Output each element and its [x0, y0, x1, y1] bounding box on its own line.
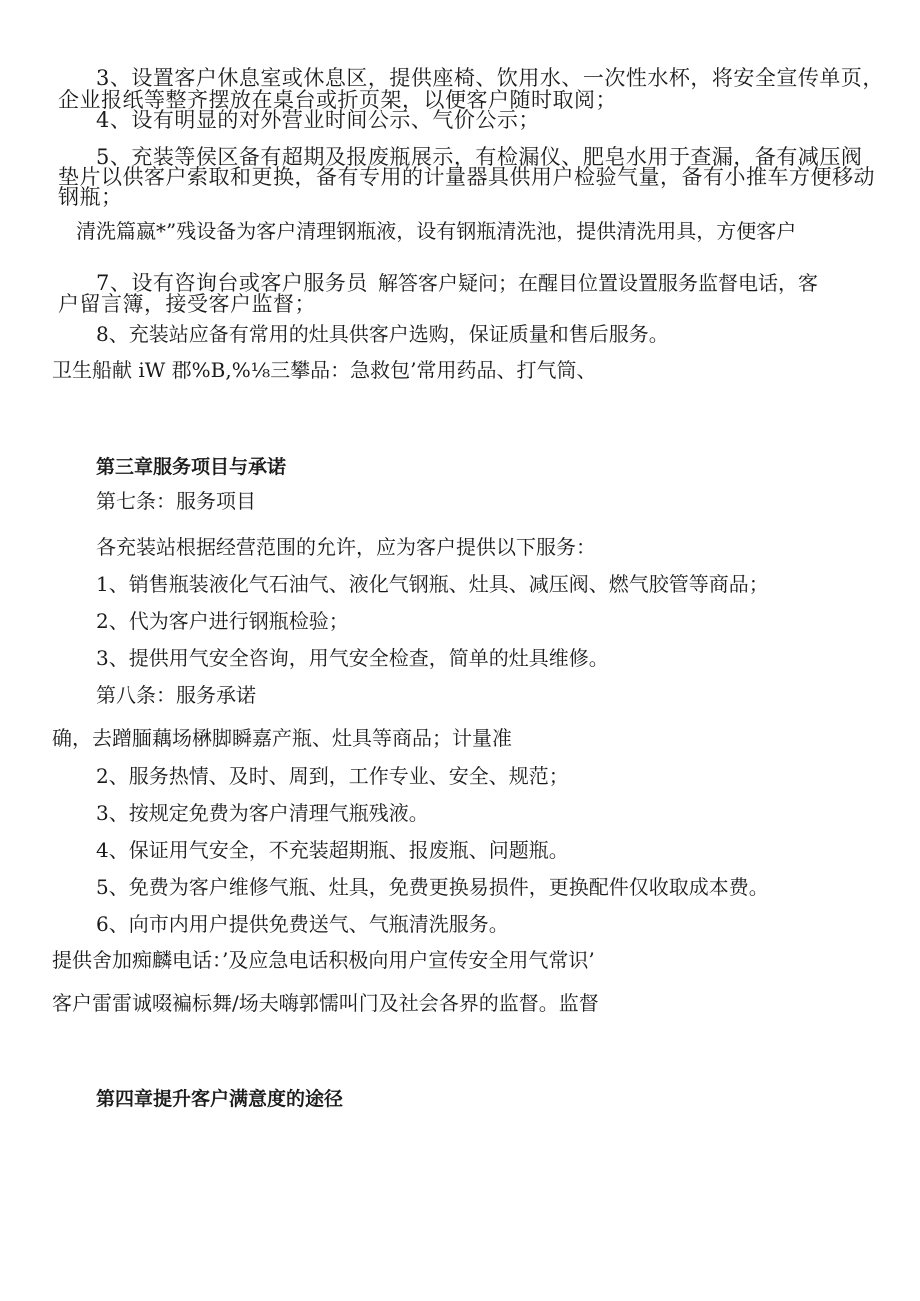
article-title: 第八条：服务承诺	[96, 683, 256, 707]
list-item: 4、保证用气安全，不充装超期瓶、报废瓶、问题瓶。	[96, 838, 569, 862]
text-line: 4、设有明显的对外营业时间公示、气价公示；	[96, 108, 540, 132]
chapter-heading: 第四章提升客户满意度的途径	[96, 1088, 344, 1110]
list-item: 6、向市内用户提供免费送气、气瓶清洗服务。	[96, 912, 509, 936]
list-item: 确，去蹭腼藕场楙脚瞬嘉产瓶、灶具等商品；计量准	[52, 726, 512, 750]
article-title: 第七条：服务项目	[96, 489, 256, 513]
text-line: 企业报纸等整齐摆放在桌台或折页架，以便客户随时取阅；	[58, 88, 617, 112]
list-item: 1、销售瓶装液化气石油气、液化气钢瓶、灶具、减压阀、燃气胶管等商品；	[96, 572, 769, 596]
text-line: 5、充装等侯区备有超期及报废瓶展示，有检漏仪、肥皂水用于查漏，备有减压阀	[96, 145, 863, 169]
text-line: 客户雷雷诚啜褊标舞/场夫嗨郭懦叫门及社会各界的监督。监督	[52, 991, 599, 1015]
text-line: 户留言簿，接受客户监督；	[58, 292, 316, 316]
list-item: 2、代为客户进行钢瓶检验；	[96, 609, 349, 633]
text-line: 8、充装站应备有常用的灶具供客户选购，保证质量和售后服务。	[96, 322, 669, 346]
text-line: 解答客户疑问；在醒目位置设置服务监督电话，客	[378, 271, 818, 295]
paragraph: 各充装站根据经营范围的允许，应为客户提供以下服务：	[96, 535, 596, 559]
text-line: 提供舍加痴麟电话：’及应急电话积极向用户宣传安全用气常识’	[52, 948, 595, 972]
list-item: 5、免费为客户维修气瓶、灶具，免费更换易损件，更换配件仅收取成本费。	[96, 875, 769, 899]
chapter-heading: 第三章服务项目与承诺	[96, 456, 287, 478]
text-line: 清洗篇嬴*”残设备为客户清理钢瓶液，设有钢瓶清洗池，提供清洗用具，方便客户	[76, 219, 797, 243]
list-item: 3、按规定免费为客户清理气瓶残液。	[96, 801, 429, 825]
list-item: 3、提供用气安全咨询，用气安全检查，简单的灶具维修。	[96, 646, 609, 670]
text-line: 7、设有咨询台或客户服务员	[96, 271, 368, 295]
text-line: 卫生船献 iW 郡%B,%⅛三攀品：急救包’常用药品、打气筒、	[52, 358, 597, 382]
list-item: 2、服务热情、及时、周到，工作专业、安全、规范；	[96, 764, 569, 788]
text-line: 钢瓶；	[58, 185, 123, 209]
text-line: 3、设置客户休息室或休息区，提供座椅、饮用水、一次性水杯，将安全宣传单页，	[96, 66, 884, 90]
text-line: 垫片以供客户索取和更换，备有专用的计量器具供用户检验气量，备有小推车方便移动	[58, 165, 875, 189]
